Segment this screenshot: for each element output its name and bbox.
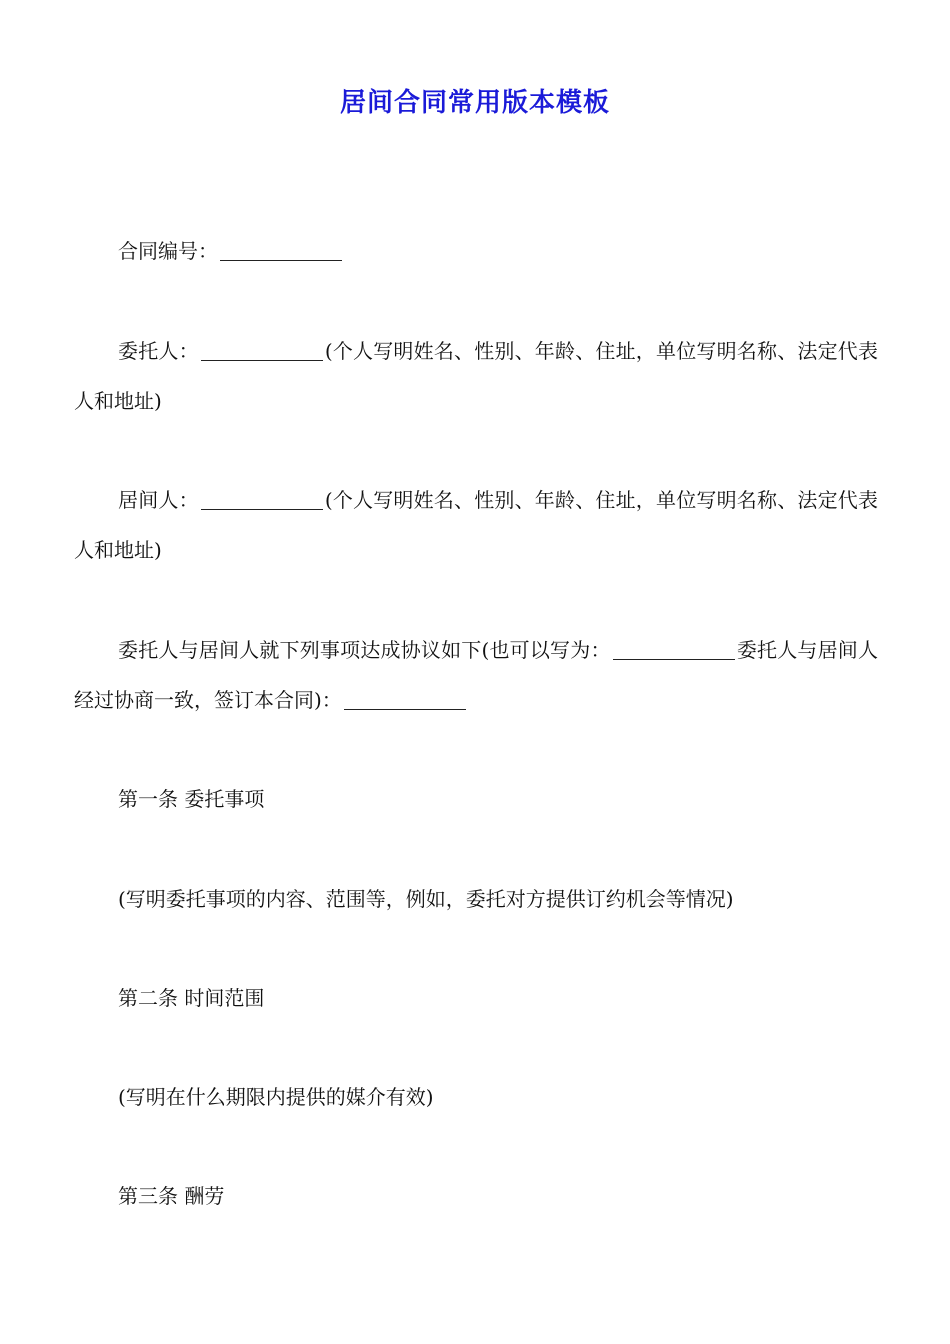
agreement-mid: 委托人与居间人经过协商一致，签订本合同)： [74, 638, 878, 712]
principal-label: 委托人： [118, 339, 199, 363]
principal-note: (个人写明姓名、性别、年龄、住址，单位写明名称、法定代表人和地址) [74, 339, 879, 413]
agreement-date-blank[interactable] [613, 639, 735, 660]
principal-blank[interactable] [201, 340, 323, 361]
contract-number-label: 合同编号： [118, 239, 218, 263]
principal-paragraph [74, 326, 878, 426]
intermediary-note: (个人写明姓名、性别、年龄、住址，单位写明名称、法定代表人和地址) [74, 488, 879, 562]
agreement-paragraph [74, 625, 878, 725]
intermediary-label: 居间人： [118, 488, 199, 512]
article2-note: (写明在什么期限内提供的媒介有效) [118, 1085, 434, 1109]
contract-number-line [74, 226, 878, 276]
article1-title: 第一条 委托事项 [118, 787, 265, 811]
agreement-end-blank[interactable] [344, 689, 466, 710]
article3-title: 第三条 酬劳 [118, 1184, 225, 1208]
contract-number-blank[interactable] [220, 240, 342, 261]
agreement-intro: 委托人与居间人就下列事项达成协议如下(也可以写为： [118, 638, 611, 662]
intermediary-paragraph [74, 475, 878, 575]
intermediary-blank[interactable] [201, 489, 323, 510]
article1-note: (写明委托事项的内容、范围等，例如，委托对方提供订约机会等情况) [118, 887, 734, 911]
document-title: 居间合同常用版本模板 [339, 88, 610, 118]
article2-title: 第二条 时间范围 [118, 986, 265, 1010]
